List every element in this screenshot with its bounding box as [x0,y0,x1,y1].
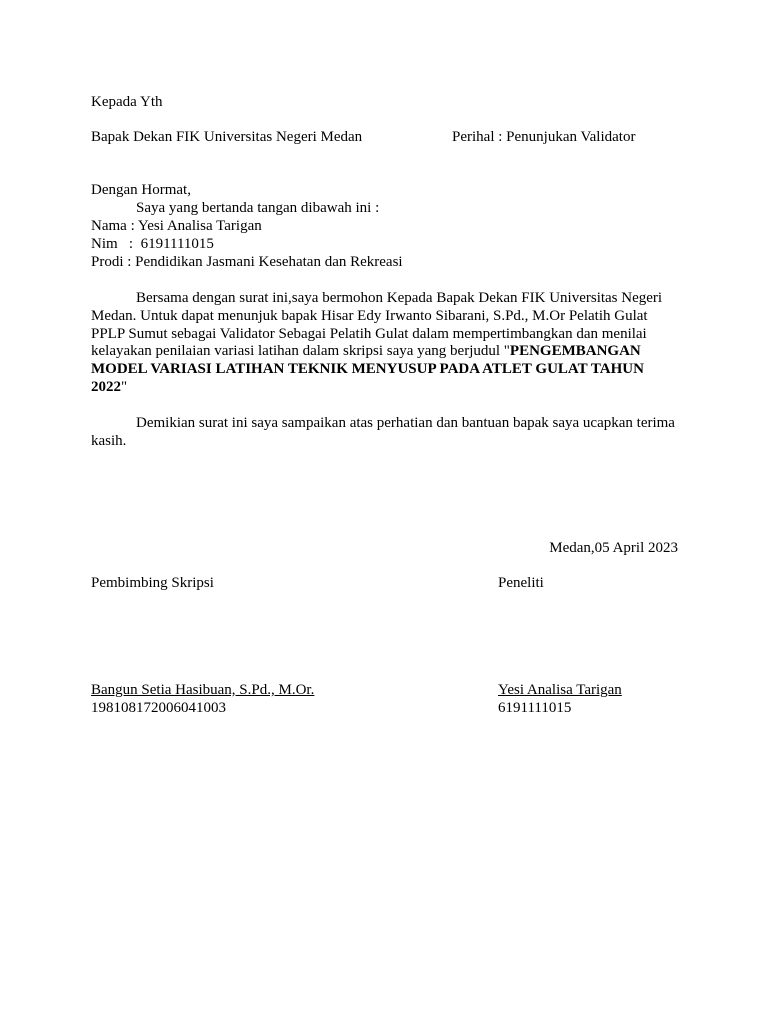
closing-paragraph [91,415,681,451]
thesis-title: PENGEMBANGAN MODEL VARIASI LATIHAN TEKNIK MENYUSUP PADA ATLET GULAT TAHUN 2022 [91,343,644,395]
closing-text: Demikian surat ini saya sampaikan atas perhatian dan bantuan bapak saya ucapkan terima kasih. [91,415,675,449]
place-date: Medan,05 April 2023 [549,540,678,556]
subject-line: Perihal : Penunjukan Validator [452,129,636,145]
signature-left-name: Bangun Setia Hasibuan, S.Pd., M.Or. [91,682,315,698]
identity-prodi: Prodi : Pendidikan Jasmani Kesehatan dan Rekreasi [91,254,403,270]
greeting: Dengan Hormat, [91,182,191,198]
body-text: Bersama dengan surat ini,saya bermohon Kepada Bapak Dekan FIK Universitas Negeri Medan. Untuk dapat menunjuk bapak Hisar Edy Irwanto Sibarani, S.Pd., M.Or Pelatih Gulat PPLP Sumut sebagai Validator Sebagai Pelatih Gulat dalam mempertimbangkan dan menilai kelayakan penilaian variasi latihan dalam skripsi saya yang berjudul " [91,290,663,360]
close-quote: " [121,378,128,395]
signature-left-id: 198108172006041003 [91,700,226,716]
salutation-to: Kepada Yth [91,94,163,110]
body-paragraph [91,290,681,397]
signature-left-role: Pembimbing Skripsi [91,575,214,591]
recipient: Bapak Dekan FIK Universitas Negeri Medan [91,129,363,145]
identity-nim: Nim : 6191111015 [91,236,214,252]
signature-right-id: 6191111015 [498,700,572,716]
identity-name: Nama : Yesi Analisa Tarigan [91,218,262,234]
signature-right-role: Peneliti [498,575,544,591]
intro-line: Saya yang bertanda tangan dibawah ini : [136,200,380,216]
signature-right-name: Yesi Analisa Tarigan [498,682,622,698]
